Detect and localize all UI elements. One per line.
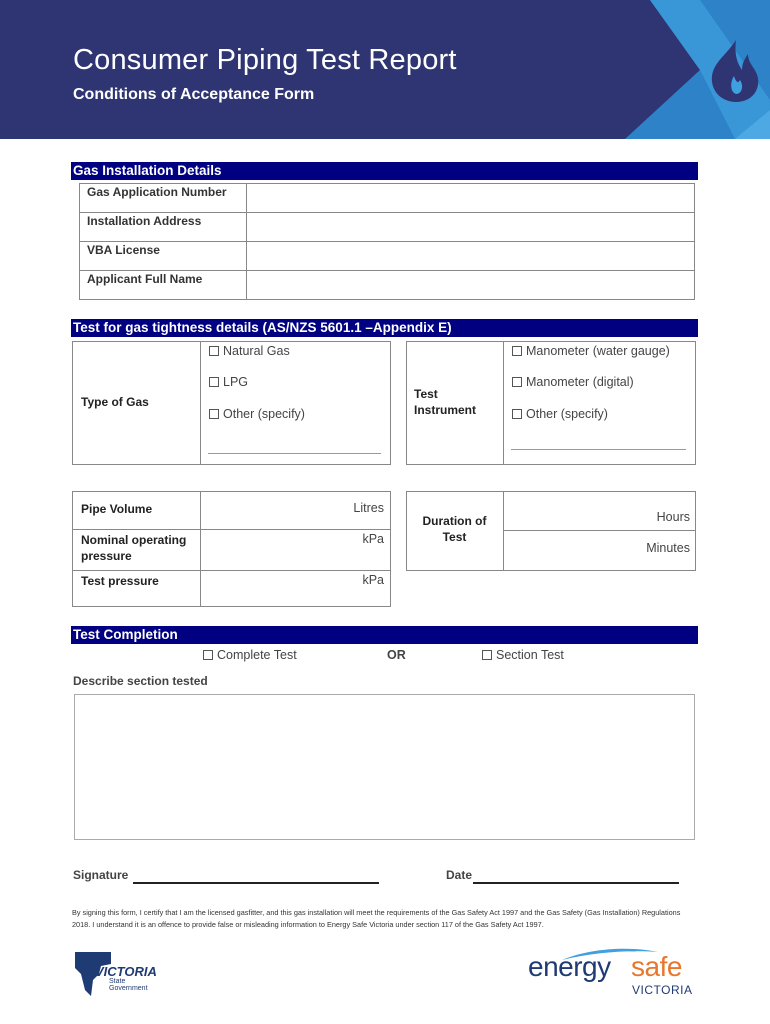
checkbox-icon[interactable]	[203, 650, 213, 660]
signature-label: Signature	[73, 868, 129, 882]
tightness-heading: Test for gas tightness details (AS/NZS 5601.1 –Appendix E)	[71, 319, 698, 337]
hours-unit: Hours	[656, 510, 690, 524]
checkbox-icon[interactable]	[482, 650, 492, 660]
vba-license-field[interactable]	[247, 242, 694, 270]
victoria-government-logo: VICTORIA State Government	[73, 950, 168, 998]
test-pressure-unit: kPa	[362, 573, 384, 587]
minutes-unit: Minutes	[646, 541, 690, 555]
describe-section-label: Describe section tested	[73, 674, 208, 688]
minutes-field[interactable]	[504, 531, 634, 570]
checkbox-icon[interactable]	[512, 377, 522, 387]
other-instrument-specify-line[interactable]	[511, 449, 686, 450]
other-gas-specify-line[interactable]	[208, 453, 381, 454]
date-label: Date	[446, 868, 473, 882]
or-label: OR	[387, 648, 406, 662]
natural-gas-option[interactable]: Natural Gas	[209, 344, 290, 358]
complete-test-option[interactable]: Complete Test	[203, 648, 297, 662]
other-instrument-option[interactable]: Other (specify)	[512, 407, 608, 421]
checkbox-icon[interactable]	[512, 346, 522, 356]
pipe-volume-field[interactable]	[201, 492, 341, 528]
nominal-pressure-unit: kPa	[362, 532, 384, 546]
test-pressure-field[interactable]	[201, 571, 341, 606]
vba-license-label: VBA License	[87, 243, 160, 257]
checkbox-icon[interactable]	[209, 409, 219, 419]
page-subtitle: Conditions of Acceptance Form	[73, 86, 315, 103]
nominal-pressure-label-1: Nominal operating	[81, 533, 187, 547]
type-of-gas-label: Type of Gas	[81, 395, 149, 409]
date-line[interactable]	[473, 882, 679, 884]
duration-label-1: Duration of	[422, 514, 487, 528]
lpg-option[interactable]: LPG	[209, 375, 248, 389]
test-completion-heading: Test Completion	[71, 626, 698, 644]
section-test-option[interactable]: Section Test	[482, 648, 564, 662]
energy-safe-victoria-logo: energy safe VICTORIA	[528, 946, 700, 998]
installation-address-field[interactable]	[247, 213, 694, 241]
gas-installation-heading: Gas Installation Details	[71, 162, 698, 180]
manometer-digital-option[interactable]: Manometer (digital)	[512, 375, 634, 389]
duration-label-2: Test	[442, 530, 467, 544]
flame-icon	[704, 36, 764, 106]
pipe-volume-unit: Litres	[353, 501, 384, 515]
other-gas-option[interactable]: Other (specify)	[209, 407, 305, 421]
pipe-volume-label: Pipe Volume	[81, 502, 153, 516]
applicant-full-name-field[interactable]	[247, 271, 694, 299]
nominal-pressure-field[interactable]	[201, 530, 341, 569]
signature-line[interactable]	[133, 882, 379, 884]
certification-disclaimer: By signing this form, I certify that I am the licensed gasfitter, and this gas installation will meet the requirements of the Gas Safety Act 1997 and the Gas Safety (Gas Installation) Regulations 2018. I understand it is an offence to provide false or misleading information to Energy Safe Victoria under section 117 of the Gas Safety Act 1997.	[72, 908, 681, 929]
page-header	[0, 0, 770, 139]
installation-address-label: Installation Address	[87, 214, 202, 228]
hours-field[interactable]	[504, 492, 634, 529]
nominal-pressure-label-2: pressure	[81, 549, 132, 563]
test-pressure-label: Test pressure	[81, 574, 159, 588]
checkbox-icon[interactable]	[209, 377, 219, 387]
test-instrument-label-2: Instrument	[414, 403, 477, 417]
gas-application-number-field[interactable]	[247, 184, 694, 212]
checkbox-icon[interactable]	[512, 409, 522, 419]
test-instrument-label-1: Test	[414, 387, 438, 401]
page-title: Consumer Piping Test Report	[73, 44, 457, 76]
manometer-water-option[interactable]: Manometer (water gauge)	[512, 344, 670, 358]
checkbox-icon[interactable]	[209, 346, 219, 356]
gas-application-number-label: Gas Application Number	[87, 185, 227, 199]
applicant-full-name-label: Applicant Full Name	[87, 272, 203, 286]
describe-section-textarea[interactable]	[74, 694, 695, 840]
